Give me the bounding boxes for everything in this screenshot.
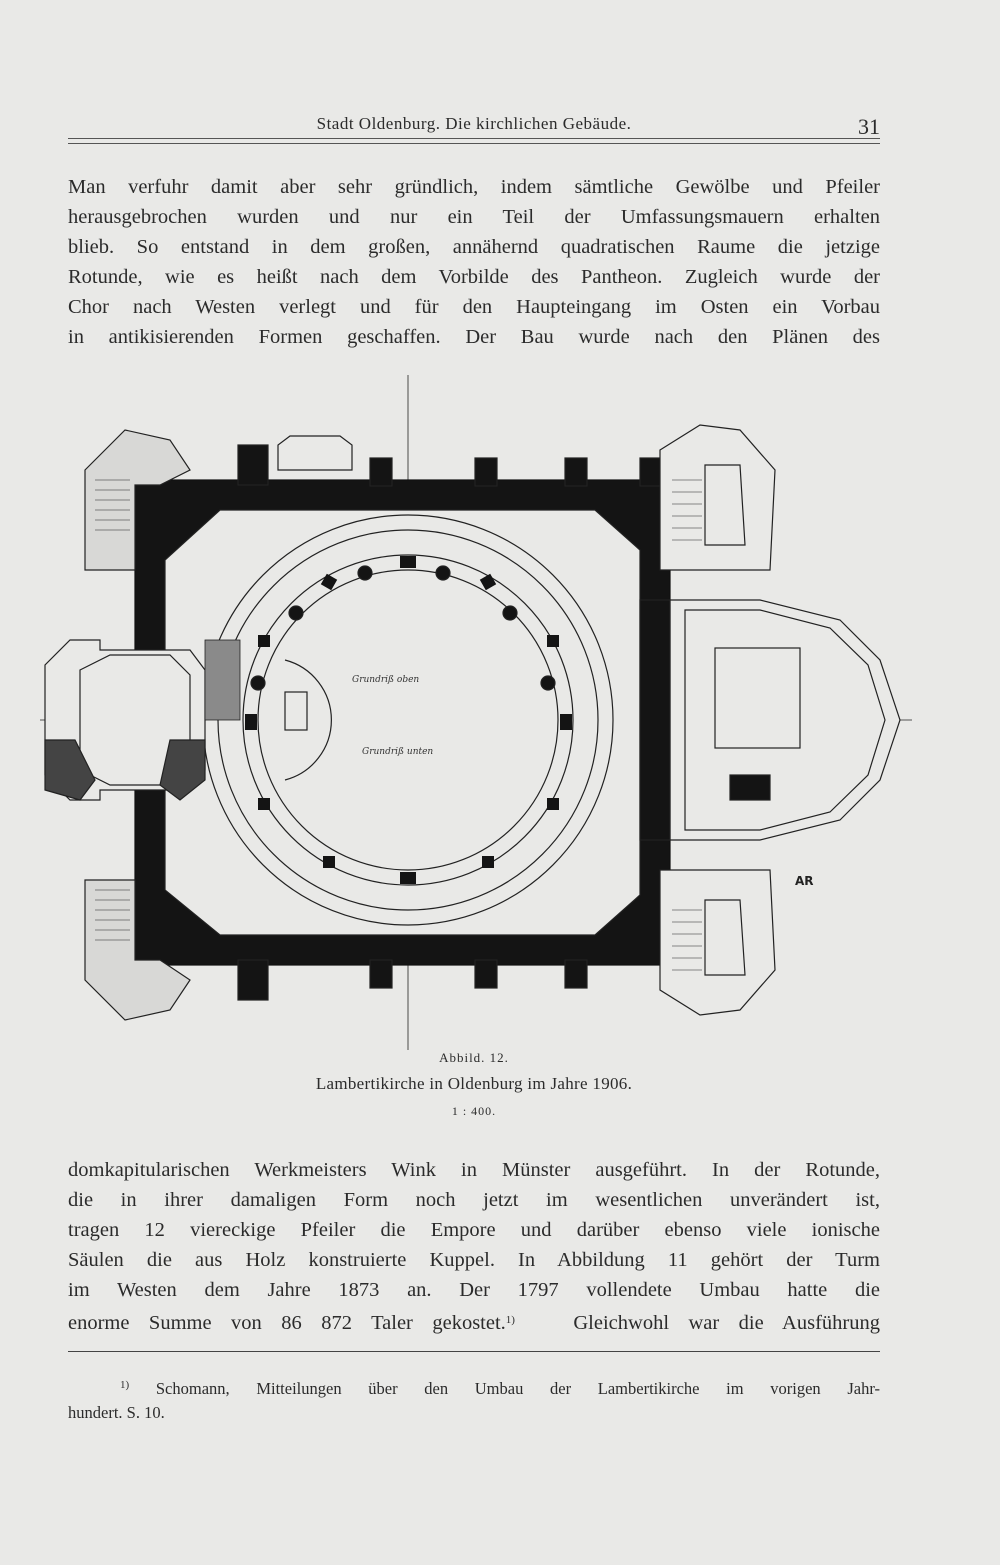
- east-wall: [640, 600, 670, 840]
- rotunda-outer: [203, 515, 613, 925]
- east-choir: [670, 600, 900, 840]
- buttress: [238, 445, 268, 485]
- se-stair-tower: [660, 870, 775, 1015]
- buttress: [475, 458, 497, 486]
- buttress: [640, 458, 662, 486]
- north-porch: [278, 436, 352, 470]
- footnote-rule: [68, 1351, 880, 1352]
- text-fragment: Gleichwohl war die Ausführung: [573, 1312, 880, 1334]
- text-line: Man verfuhr damit aber sehr gründlich, indem sämtliche Gewölbe und Pfeiler: [68, 176, 880, 198]
- figure-scale: 1 : 400.: [451, 1104, 497, 1118]
- figure-label: Abbild. 12.: [439, 1050, 509, 1065]
- page-number: 31: [858, 114, 880, 139]
- buttress: [238, 960, 268, 1000]
- text-line: Säulen die aus Holz konstruierte Kuppel. In Abbildung 11 gehört der Turm: [68, 1249, 880, 1271]
- text-fragment: enorme Summe von 86 872 Taler gekostet.: [68, 1312, 506, 1334]
- text-line: Chor nach Westen verlegt und für den Haupteingang im Osten ein Vorbau: [68, 296, 880, 318]
- plan-monogram: AR: [795, 874, 814, 888]
- buttress: [565, 458, 587, 486]
- annotation-lower: Grundriß unten: [362, 747, 434, 757]
- footnote-marker: 1): [120, 1379, 130, 1391]
- floor-plan-figure: [40, 370, 920, 1050]
- footnote-line: hundert. S. 10.: [68, 1403, 165, 1422]
- figure-title: Lambertikirche in Oldenburg im Jahre 1906.: [315, 1074, 633, 1093]
- choir-pier: [730, 775, 770, 800]
- text-line: Rotunde, wie es heißt nach dem Vorbilde des Pantheon. Zugleich wurde der: [68, 266, 880, 288]
- text-line: in antikisierenden Formen geschaffen. Der Bau wurde nach den Plänen des: [68, 326, 880, 348]
- ne-stair-tower: [660, 425, 775, 570]
- buttress: [370, 960, 392, 988]
- buttress: [370, 458, 392, 486]
- paragraph-bottom: [68, 1155, 880, 1338]
- header-rule: [68, 138, 880, 144]
- footnote: [68, 1373, 880, 1425]
- text-line: domkapitularischen Werkmeisters Wink in Münster ausgeführt. In der Rotunde,: [68, 1159, 880, 1181]
- footnote-text: Schomann, Mitteilungen über den Umbau der Lambertikirche im vorigen Jahr-: [155, 1379, 880, 1398]
- text-line-with-footnote: [68, 1305, 880, 1338]
- text-line: herausgebrochen wurden und nur ein Teil der Umfassungsmauern erhalten: [68, 206, 880, 228]
- running-title: Stadt Oldenburg. Die kirchlichen Gebäude.: [316, 114, 632, 133]
- buttress: [475, 960, 497, 988]
- paragraph-top: [68, 172, 880, 352]
- running-head: [68, 112, 880, 140]
- text-line: die in ihrer damaligen Form noch jetzt im wesentlichen unverändert ist,: [68, 1189, 880, 1211]
- buttress: [565, 960, 587, 988]
- chancel-link: [205, 640, 240, 720]
- text-line: im Westen dem Jahre 1873 an. Der 1797 vollendete Umbau hatte die: [68, 1279, 880, 1301]
- text-line: tragen 12 viereckige Pfeiler die Empore und darüber ebenso viele ionische: [68, 1219, 880, 1241]
- annotation-upper: Grundriß oben: [352, 675, 420, 685]
- footnote-reference: 1): [505, 1314, 515, 1326]
- footnote-line: [68, 1373, 880, 1401]
- text-line: blieb. So entstand in dem großen, annähernd quadratischen Raume die jetzige: [68, 236, 880, 258]
